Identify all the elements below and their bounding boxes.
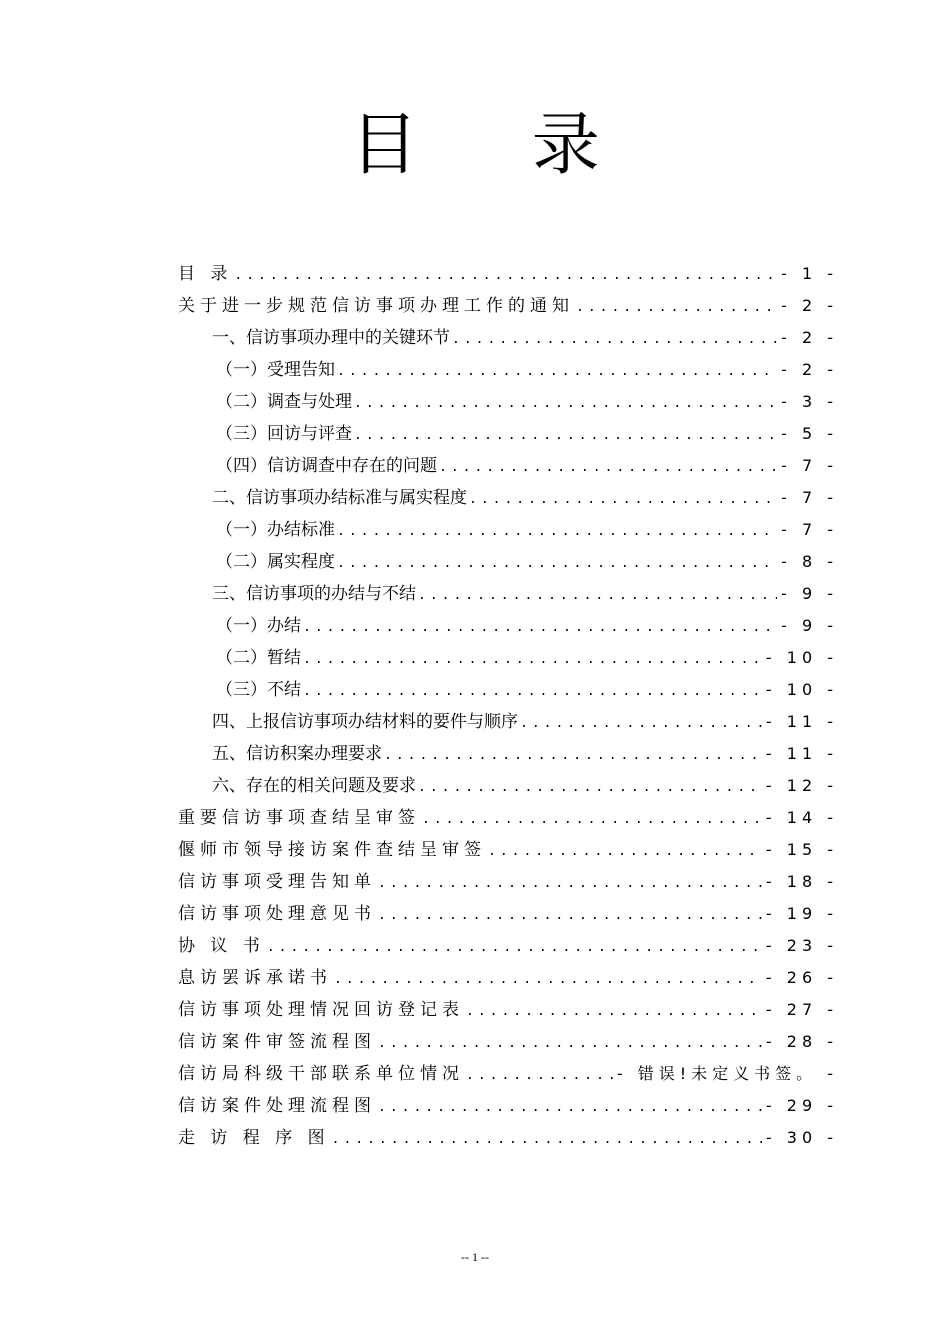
toc-entry[interactable] bbox=[178, 514, 838, 546]
toc-entry-page: - 10 - bbox=[765, 648, 838, 667]
toc-entry-title: （二）暂结 bbox=[216, 648, 301, 668]
toc-entry-page: - 11 - bbox=[765, 712, 838, 731]
toc-entry-page: - 26 - bbox=[765, 968, 838, 987]
toc-entry[interactable] bbox=[178, 770, 838, 802]
toc-entry-title: 息访罢诉承诺书 bbox=[178, 968, 332, 988]
toc-entry-title: 目 录 bbox=[178, 264, 233, 284]
toc-entry-page: - 8 - bbox=[781, 552, 838, 571]
toc-dot-leader bbox=[378, 900, 762, 930]
toc-entry[interactable] bbox=[178, 1122, 838, 1154]
toc-entry-title: 信访事项处理意见书 bbox=[178, 904, 376, 924]
toc-dot-leader bbox=[378, 1092, 762, 1122]
toc-dot-leader bbox=[439, 452, 777, 482]
toc-entry-title: 一、信访事项办理中的关键环节 bbox=[212, 328, 450, 348]
toc-dot-leader bbox=[488, 836, 762, 866]
toc-entry-page: - 9 - bbox=[781, 616, 838, 635]
toc-entry-page: - 7 - bbox=[781, 456, 838, 475]
toc-entry-page: - 12 - bbox=[765, 776, 838, 795]
toc-entry-title: 信访案件审签流程图 bbox=[178, 1032, 376, 1052]
toc-entry-page: - 10 - bbox=[765, 680, 838, 699]
toc-entry[interactable] bbox=[178, 418, 838, 450]
toc-dot-leader bbox=[337, 516, 777, 546]
toc-dot-leader bbox=[354, 388, 777, 418]
toc-dot-leader bbox=[337, 548, 777, 578]
toc-dot-leader bbox=[422, 804, 762, 834]
toc-entry[interactable] bbox=[178, 994, 838, 1026]
toc-dot-leader bbox=[354, 420, 777, 450]
toc-entry-title: 协 议 书 bbox=[178, 936, 265, 956]
toc-entry[interactable] bbox=[178, 674, 838, 706]
toc-entry[interactable] bbox=[178, 706, 838, 738]
toc-dot-leader bbox=[378, 1028, 762, 1058]
toc-entry[interactable] bbox=[178, 898, 838, 930]
toc-entry-title: 信访局科级干部联系单位情况 bbox=[178, 1064, 464, 1084]
toc-entry[interactable] bbox=[178, 354, 838, 386]
toc-entry-title: 偃师市领导接访案件查结呈审签 bbox=[178, 840, 486, 860]
toc-dot-leader bbox=[384, 740, 762, 770]
toc-entry-title: 重要信访事项查结呈审签 bbox=[178, 808, 420, 828]
toc-entry[interactable] bbox=[178, 1090, 838, 1122]
toc-dot-leader bbox=[303, 612, 777, 642]
toc-entry[interactable] bbox=[178, 1026, 838, 1058]
toc-dot-leader bbox=[337, 356, 777, 386]
toc-entry-page: - 23 - bbox=[765, 936, 838, 955]
toc-entry-title: 二、信访事项办结标准与属实程度 bbox=[212, 488, 467, 508]
toc-dot-leader bbox=[576, 292, 777, 322]
toc-entry[interactable] bbox=[178, 930, 838, 962]
toc-entry-page: - 18 - bbox=[765, 872, 838, 891]
toc-dot-leader bbox=[466, 996, 762, 1026]
toc-entry-page: - 7 - bbox=[781, 488, 838, 507]
toc-entry-page: - 3 - bbox=[781, 392, 838, 411]
toc-entry-title: （一）办结标准 bbox=[216, 520, 335, 540]
toc-entry[interactable] bbox=[178, 962, 838, 994]
toc-entry[interactable] bbox=[178, 290, 838, 322]
toc-entry-title: 四、上报信访事项办结材料的要件与顺序 bbox=[212, 712, 518, 732]
toc-entry-title: 六、存在的相关问题及要求 bbox=[212, 776, 416, 796]
toc-dot-leader bbox=[520, 708, 762, 738]
toc-entry[interactable] bbox=[178, 322, 838, 354]
toc-entry[interactable] bbox=[178, 482, 838, 514]
toc-entry-title: （二）属实程度 bbox=[216, 552, 335, 572]
toc-dot-leader bbox=[466, 1060, 613, 1090]
toc-entry[interactable] bbox=[178, 610, 838, 642]
toc-dot-leader bbox=[418, 580, 777, 610]
toc-entry[interactable] bbox=[178, 866, 838, 898]
toc-entry-title: （一）办结 bbox=[216, 616, 301, 636]
toc-entry-page: - 1 - bbox=[781, 264, 838, 283]
toc-entry-title: （三）不结 bbox=[216, 680, 301, 700]
toc-entry[interactable] bbox=[178, 834, 838, 866]
toc-entry-title: 关于进一步规范信访事项办理工作的通知 bbox=[178, 296, 574, 316]
toc-dot-leader bbox=[334, 964, 762, 994]
toc-entry-page: - 2 - bbox=[781, 328, 838, 347]
toc-entry-page: - 14 - bbox=[765, 808, 838, 827]
toc-entry[interactable] bbox=[178, 1058, 838, 1090]
toc-entry[interactable] bbox=[178, 386, 838, 418]
toc-entry-title: （一）受理告知 bbox=[216, 360, 335, 380]
toc-entry[interactable] bbox=[178, 546, 838, 578]
toc-entry-title: 信访事项受理告知单 bbox=[178, 872, 376, 892]
toc-entry-page: - 19 - bbox=[765, 904, 838, 923]
toc-entry-page: - 9 - bbox=[781, 584, 838, 603]
toc-entry-page: - 5 - bbox=[781, 424, 838, 443]
toc-entry-title: （二）调查与处理 bbox=[216, 392, 352, 412]
toc-entry-title: 走 访 程 序 图 bbox=[178, 1128, 330, 1148]
toc-dot-leader bbox=[303, 644, 762, 674]
toc-dot-leader bbox=[469, 484, 777, 514]
toc-entry[interactable] bbox=[178, 802, 838, 834]
toc-dot-leader bbox=[267, 932, 762, 962]
page-number-footer: -- 1 -- bbox=[461, 1250, 489, 1264]
toc-entry-page: - 15 - bbox=[765, 840, 838, 859]
toc-entry-page: - 7 - bbox=[781, 520, 838, 539]
toc-entry[interactable] bbox=[178, 578, 838, 610]
toc-entry-page: - 28 - bbox=[765, 1032, 838, 1051]
toc-entry[interactable] bbox=[178, 450, 838, 482]
toc-entry-title: （三）回访与评查 bbox=[216, 424, 352, 444]
toc-dot-leader bbox=[234, 260, 777, 290]
toc-dot-leader bbox=[332, 1124, 762, 1154]
toc-entry-page: - 29 - bbox=[765, 1096, 838, 1115]
toc-entry-title: 信访案件处理流程图 bbox=[178, 1096, 376, 1116]
table-of-contents bbox=[178, 258, 838, 1154]
toc-entry[interactable] bbox=[178, 642, 838, 674]
toc-dot-leader bbox=[378, 868, 762, 898]
toc-entry-page: - 2 - bbox=[781, 360, 838, 379]
toc-entry-page: - 2 - bbox=[781, 296, 838, 315]
toc-dot-leader bbox=[303, 676, 762, 706]
toc-entry-page: - 30 - bbox=[765, 1128, 838, 1147]
toc-entry-title: （四）信访调查中存在的问题 bbox=[216, 456, 437, 476]
toc-entry[interactable] bbox=[178, 258, 838, 290]
toc-entry-page: - 11 - bbox=[765, 744, 838, 763]
toc-entry-page: - 错误!未定义书签。 - bbox=[616, 1064, 838, 1083]
page-title: 目 录 bbox=[350, 106, 646, 185]
toc-entry-title: 五、信访积案办理要求 bbox=[212, 744, 382, 764]
toc-entry-title: 信访事项处理情况回访登记表 bbox=[178, 1000, 464, 1020]
toc-dot-leader bbox=[452, 324, 777, 354]
toc-dot-leader bbox=[418, 772, 762, 802]
toc-entry[interactable] bbox=[178, 738, 838, 770]
toc-entry-page: - 27 - bbox=[765, 1000, 838, 1019]
toc-entry-title: 三、信访事项的办结与不结 bbox=[212, 584, 416, 604]
